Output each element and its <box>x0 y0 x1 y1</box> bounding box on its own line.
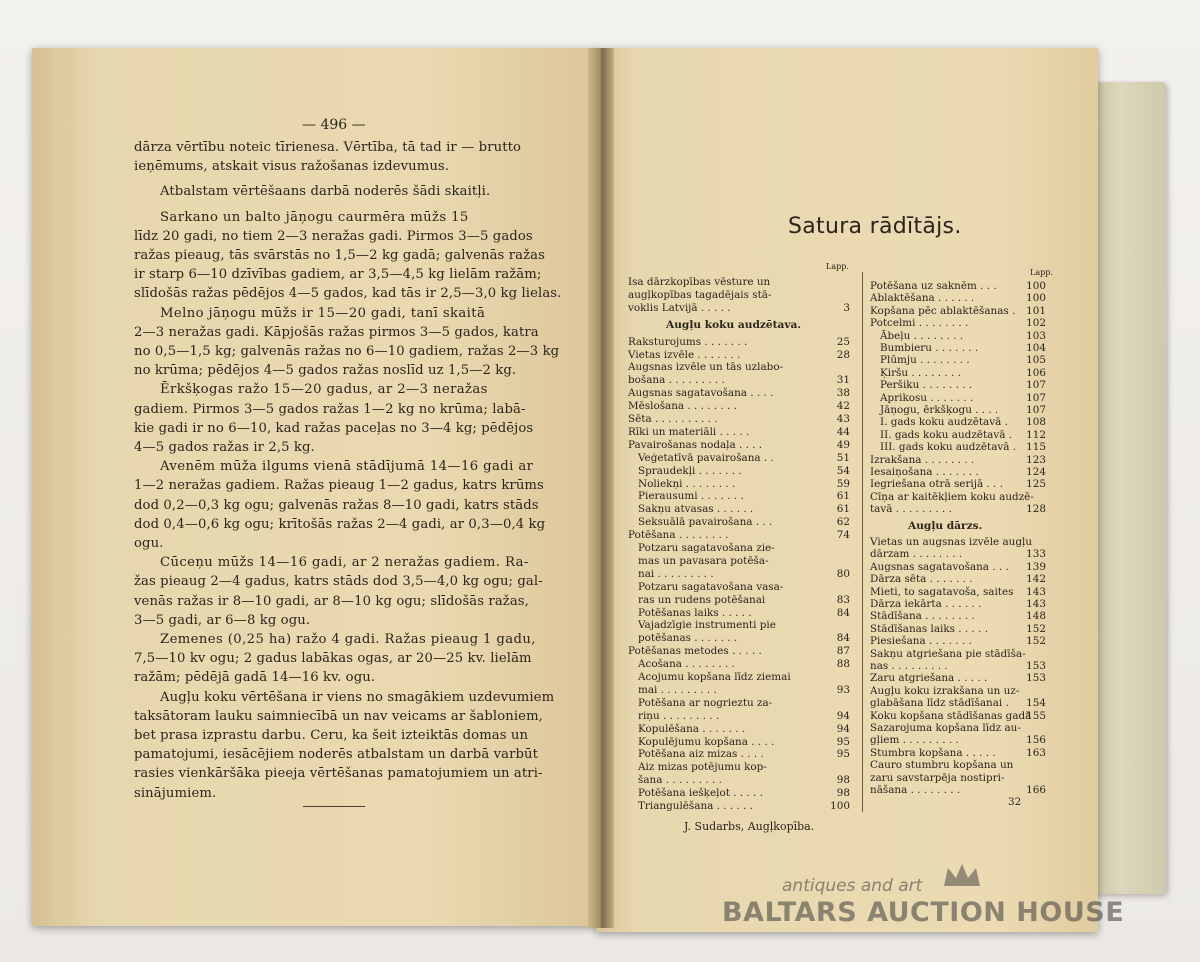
toc-entry: Potēšanas metodes . . . . . <box>628 645 762 658</box>
toc-entry: Ābeļu . . . . . . . . <box>880 329 964 342</box>
toc-page-number: 153 <box>1026 672 1046 685</box>
toc-page-number: 74 <box>836 529 850 542</box>
body-line: Cūceņu mūžs 14—16 gadi, ar 2 neražas gadiem. Ra- <box>160 555 529 571</box>
body-line: Ērkšķogas ražo 15—20 gadus, ar 2—3 neražas <box>160 382 488 398</box>
toc-entry: ras un rudens potēšanai <box>638 593 766 606</box>
toc-page-number: 84 <box>836 606 850 619</box>
body-line: sinājumiem. <box>134 785 217 801</box>
page-number: — 496 — <box>302 117 366 133</box>
toc-page-number: 107 <box>1026 391 1046 404</box>
toc-entry: Aiz mizas potējumu kop- <box>638 761 767 774</box>
toc-page-number: 94 <box>836 709 850 722</box>
toc-entry: Sazarojuma kopšana līdz au- <box>870 722 1021 734</box>
body-line: venās ražas ir 8—10 gadi, ar 8—10 kg ogu; slīdošās ražas, <box>134 593 529 609</box>
body-line: dod 0,2—0,3 kg ogu; galvenās ražas 8—10 gadi, katrs stāds <box>134 497 539 513</box>
toc-entry: Cīņa ar kaitēkļiem koku audzē- <box>870 490 1034 503</box>
page-footer: J. Sudarbs, Augļkopība. <box>684 820 815 833</box>
toc-entry: Veģetatīvā pavairošana . . <box>638 451 774 464</box>
toc-entry: Dārza sēta . . . . . . . <box>870 573 973 586</box>
body-line: ir starp 6—10 dzīvības gadiem, ar 3,5—4,5 kg lielām ražām; <box>134 267 542 283</box>
body-line: līdz 20 gadi, no tiem 2—3 neražas gadi. Pirmos 3—5 gados <box>134 228 533 244</box>
toc-entry: II. gads koku audzētavā . <box>880 428 1012 441</box>
body-line: Atbalstam vērtēšaans darbā noderēs šādi skaitļi. <box>160 184 491 200</box>
toc-page-number: 155 <box>1026 709 1046 722</box>
toc-entry: Potēšana ar nogrieztu za- <box>638 696 773 709</box>
toc-entry: Bumbieru . . . . . . . <box>880 342 979 354</box>
toc-page-number: 103 <box>1026 329 1046 342</box>
lapp-label-left: Lapp. <box>826 262 849 271</box>
toc-entry: Potēšana . . . . . . . . <box>628 529 729 542</box>
toc-entry: Kopšana pēc ablaktēšanas . <box>870 304 1016 317</box>
toc-entry: Potēšana iešķeļot . . . . . <box>638 787 763 800</box>
toc-entry: riņu . . . . . . . . . <box>638 709 720 722</box>
body-line: bet prasa izprastu darbu. Ceru, ka šeit izteiktās domas un <box>134 728 529 743</box>
toc-section-heading: Augļu dārzs. <box>908 519 983 532</box>
body-line: dārza vērtību noteic tīrienesa. Vērtība, tā tad ir — brutto <box>134 140 522 155</box>
toc-entry: Koku kopšana stādīšanas gadā <box>870 709 1032 722</box>
toc-entry: Sēta . . . . . . . . . . <box>628 413 718 425</box>
toc-entry: I. gads koku audzētavā . <box>880 416 1008 429</box>
toc-entry: Pavairošanas nodaļa . . . . <box>628 438 763 451</box>
body-line: taksātoram lauku saimniecībā un nav veicams ar šabloniem, <box>134 708 543 724</box>
toc-entry: Rīki un materiāli . . . . . <box>628 425 750 438</box>
toc-page-number: 59 <box>836 477 850 490</box>
toc-entry: nai . . . . . . . . . <box>638 567 714 580</box>
body-line: Augļu koku vērtēšana ir viens no smagākiem uzdevumiem <box>160 689 555 705</box>
toc-page-number: 152 <box>1026 635 1046 648</box>
toc-page-number: 107 <box>1026 404 1046 416</box>
body-line: 4—5 gados ražas ir 2,5 kg. <box>134 440 315 455</box>
toc-entry: tavā . . . . . . . . . <box>870 503 952 516</box>
toc-entry: Potzaru sagatavošana vasa- <box>638 580 784 593</box>
toc-entry: Iegriešana otrā serijā . . . <box>870 478 1003 491</box>
toc-entry: Triangulēšana . . . . . . <box>638 800 753 812</box>
toc-entry: Stādīšanas laiks . . . . . <box>870 622 989 635</box>
body-line: ražas pieaug, tās svārstās no 1,5—2 kg gadā; galvenās ražas <box>134 248 545 263</box>
toc-entry: Iesaiņošana . . . . . . . <box>870 466 979 478</box>
toc-page-number: 94 <box>836 722 850 735</box>
toc-entry: Acojumu kopšana līdz ziemai <box>638 671 791 683</box>
toc-page-number: 143 <box>1026 598 1046 610</box>
toc-page-number: 87 <box>836 645 850 658</box>
toc-page-number: 100 <box>830 800 850 812</box>
body-line: Melno jāņogu mūžs ir 15—20 gadi, tanī skaitā <box>160 305 486 321</box>
toc-entry: Sakņu atgriešana pie stādīša- <box>870 647 1026 660</box>
toc-entry: Ablaktēšana . . . . . . <box>870 292 975 305</box>
toc-entry: potēšanas . . . . . . . <box>638 632 738 645</box>
body-line: slīdošās ražas pēdējos 4—5 gados, kad tās ir 2,5—3,0 kg lielas. <box>134 286 562 302</box>
toc-entry: Augsnas sagatavošana . . . <box>870 560 1009 573</box>
toc-page-number: 84 <box>836 632 850 645</box>
toc-page-number: 80 <box>836 567 850 580</box>
toc-entry: Kopulējumu kopšana . . . . <box>638 735 775 748</box>
body-line: no krūma; pēdējos 4—5 gados ražas noslīd uz 1,5—2 kg. <box>134 363 517 379</box>
body-line: gadiem. Pirmos 3—5 gados ražas 1—2 kg no krūma; labā- <box>134 401 526 417</box>
toc-entry: Augsnas izvēle un tās uzlabo- <box>628 361 784 374</box>
body-line: Zemenes (0,25 ha) ražo 4 gadi. Ražas pieaug 1 gadu, <box>160 632 536 647</box>
watermark-tagline: antiques and art <box>782 876 923 896</box>
toc-entry: Aprikosu . . . . . . . <box>880 391 974 404</box>
body-line: 7,5—10 kv ogu; 2 gadus labākas ogas, ar 20—25 kv. lielām <box>134 651 532 667</box>
toc-page-number: 61 <box>836 490 850 503</box>
toc-page-number: 166 <box>1026 784 1046 796</box>
toc-entry: bošana . . . . . . . . . <box>628 374 725 387</box>
crown-icon <box>942 862 982 888</box>
toc-page-number: 115 <box>1026 441 1046 454</box>
body-line: kie gadi ir no 6—10, kad ražas paceļas no 3—4 kg; pēdējos <box>134 420 534 436</box>
toc-page-number: 44 <box>836 425 850 438</box>
toc-entry: Peršiku . . . . . . . . <box>880 379 973 392</box>
body-line: pamatojumi, iesācējiem noderēs atbalstam un darbā varbūt <box>134 747 539 763</box>
toc-page-number: 112 <box>1026 428 1046 441</box>
toc-entry: mai . . . . . . . . . <box>638 683 717 696</box>
toc-page-number: 128 <box>1026 503 1046 516</box>
body-line: ogu. <box>134 536 164 551</box>
toc-entry: voklis Latvijā . . . . . <box>628 301 731 314</box>
lapp-label-right: Lapp. <box>1030 268 1053 277</box>
toc-entry: gļiem . . . . . . . . . <box>870 734 959 747</box>
toc-page-number: 163 <box>1026 746 1046 759</box>
toc-page-number: 125 <box>1026 478 1046 491</box>
toc-page-number: 106 <box>1026 366 1046 379</box>
toc-page-number: 43 <box>836 413 850 425</box>
toc-page-number: 38 <box>836 387 850 400</box>
toc-page-number: 93 <box>836 683 850 696</box>
toc-entry: III. gads koku audzētavā . <box>880 441 1017 454</box>
toc-entry: Jāņogu, ērkšķogu . . . . <box>880 404 999 416</box>
toc-page-number: 61 <box>836 503 850 516</box>
toc-entry: Potcelmi . . . . . . . . <box>870 317 969 330</box>
toc-entry: Potēšanas laiks . . . . . <box>638 606 752 619</box>
toc-page-number: 104 <box>1026 342 1046 354</box>
toc-entry: Mieti, to sagatavoša, saites <box>870 585 1014 598</box>
body-line: ieņēmums, atskait visus ražošanas izdevumus. <box>134 159 450 175</box>
toc-section-heading: Augļu koku audzētava. <box>666 318 802 331</box>
body-line: 3—5 gadi, ar 6—8 kg ogu. <box>134 612 311 628</box>
body-line: 2—3 neražas gadi. Kāpjošās ražas pirmos 3—5 gados, katra <box>134 324 539 340</box>
toc-entry: augļkopības tagadējais stā- <box>628 288 772 301</box>
toc-page-number: 123 <box>1026 453 1046 466</box>
toc-entry: Vietas un augsnas izvēle augļu <box>870 536 1033 548</box>
toc-page-number: 154 <box>1026 697 1046 710</box>
toc-entry: Potzaru sagatavošana zie- <box>638 542 775 554</box>
toc-page-number: 152 <box>1026 622 1046 635</box>
toc-entry: Stumbra kopšana . . . . . <box>870 746 996 759</box>
toc-entry: zaru savstarpēja nostipri- <box>870 771 1005 784</box>
signature-number: 32 <box>1008 796 1022 808</box>
toc-page-number: 95 <box>836 735 850 748</box>
toc-entry: mas un pavasara potēša- <box>638 554 769 567</box>
book-spine <box>588 48 614 928</box>
toc-page-number: 3 <box>843 301 850 314</box>
body-line: Avenēm mūža ilgums vienā stādījumā 14—16 gadi ar <box>160 459 534 475</box>
toc-entry: Potēšana uz saknēm . . . <box>870 280 997 292</box>
toc-page-number: 143 <box>1026 585 1046 598</box>
toc-entry: Vietas izvēle . . . . . . . <box>628 348 741 361</box>
toc-page-number: 25 <box>836 335 850 348</box>
toc-entry: Plūmju . . . . . . . . <box>880 354 970 367</box>
toc-page-number: 107 <box>1026 379 1046 392</box>
toc-entry: Dārza iekārta . . . . . . <box>870 598 982 610</box>
toc-page-number: 42 <box>836 400 850 413</box>
toc-page-number: 105 <box>1026 354 1046 367</box>
body-line: žas pieaug 2—4 gadus, katrs stāds dod 3,5—4,0 kg ogu; gal- <box>134 574 543 590</box>
toc-page-number: 54 <box>836 464 850 477</box>
toc-title: Satura rādītājs. <box>788 214 962 239</box>
toc-page-number: 142 <box>1026 573 1046 586</box>
toc-entry: Noliekņi . . . . . . . . <box>638 477 736 490</box>
body-line: no 0,5—1,5 kg; galvenās ražas no 6—10 gadiem, ražas 2—3 kg <box>134 344 560 359</box>
body-line: rasies vienkāršāka pieeja vērtēšanas pamatojumiem un atri- <box>134 766 543 782</box>
body-line: dod 0,4—0,6 kg ogu; krītošās ražas 2—4 gadi, ar 0,3—0,4 kg <box>134 516 546 532</box>
toc-entry: Stādīšana . . . . . . . . <box>870 610 975 623</box>
toc-page-number: 49 <box>836 438 850 451</box>
toc-entry: Izrakšana . . . . . . . . <box>870 453 975 466</box>
column-divider <box>862 272 863 812</box>
toc-page-number: 62 <box>836 516 850 529</box>
toc-page-number: 133 <box>1026 548 1046 561</box>
toc-page-number: 88 <box>836 658 850 671</box>
toc-page-number: 100 <box>1026 280 1046 292</box>
toc-page-number: 31 <box>836 374 850 387</box>
toc-entry: Acošana . . . . . . . . <box>638 658 735 671</box>
end-rule <box>303 806 365 807</box>
toc-entry: glabāšana līdz stādīšanai . <box>870 697 1009 710</box>
toc-entry: nas . . . . . . . . . <box>870 660 948 672</box>
toc-entry: Kopulēšana . . . . . . . <box>638 722 746 735</box>
toc-entry: Potēšana aiz mizas . . . . <box>638 748 764 761</box>
toc-entry: Seksuālā pavairošana . . . <box>638 516 773 529</box>
toc-entry: Piesiešana . . . . . . . <box>870 635 972 648</box>
toc-entry: Augsnas sagatavošana . . . . <box>628 387 774 400</box>
toc-page-number: 100 <box>1026 292 1046 305</box>
toc-page-number: 101 <box>1026 304 1046 317</box>
toc-entry: Zaru atgriešana . . . . . <box>870 672 988 685</box>
toc-entry: dārzam . . . . . . . . <box>870 548 963 561</box>
toc-entry: Mēslošana . . . . . . . . <box>628 400 737 413</box>
toc-entry: Raksturojums . . . . . . . <box>628 335 748 348</box>
toc-entry: Spraudekļi . . . . . . . <box>638 464 742 477</box>
toc-page-number: 153 <box>1026 660 1046 672</box>
toc-page-number: 139 <box>1026 560 1046 573</box>
watermark-brand: BALTARS AUCTION HOUSE <box>722 897 1125 928</box>
toc-page-number: 124 <box>1026 466 1046 478</box>
toc-page-number: 83 <box>836 593 850 606</box>
toc-page-number: 51 <box>836 451 850 464</box>
book-cover <box>1090 82 1166 894</box>
toc-page-number: 102 <box>1026 317 1046 330</box>
toc-entry: Ķiršu . . . . . . . . <box>880 366 961 379</box>
toc-entry: Pierausumi . . . . . . . <box>638 490 744 503</box>
toc-page-number: 98 <box>836 787 850 800</box>
toc-entry: Cauro stumbru kopšana un <box>870 759 1014 772</box>
toc-entry: Augļu koku izrakšana un uz- <box>870 684 1020 697</box>
body-line: ražām; pēdējā gadā 14—16 kv. ogu. <box>134 670 376 686</box>
body-line: Sarkano un balto jāņogu caurmēra mūžs 15 <box>160 209 469 225</box>
toc-entry: Sakņu atvasas . . . . . . <box>638 503 754 516</box>
toc-entry: Vajadzīgie instrumenti pie <box>638 619 776 632</box>
toc-page-number: 156 <box>1026 734 1046 747</box>
toc-entry: šana . . . . . . . . . <box>638 774 722 787</box>
toc-page-number: 108 <box>1026 416 1046 429</box>
toc-page-number: 148 <box>1026 610 1046 623</box>
toc-entry: Isa dārzkopības vēsture un <box>628 276 771 288</box>
body-line: 1—2 neražas gadiem. Ražas pieaug 1—2 gadus, katrs krūms <box>134 478 544 494</box>
toc-entry: nāšana . . . . . . . . <box>870 784 961 796</box>
toc-page-number: 28 <box>836 348 850 361</box>
toc-page-number: 95 <box>836 748 850 761</box>
toc-page-number: 98 <box>836 774 850 787</box>
